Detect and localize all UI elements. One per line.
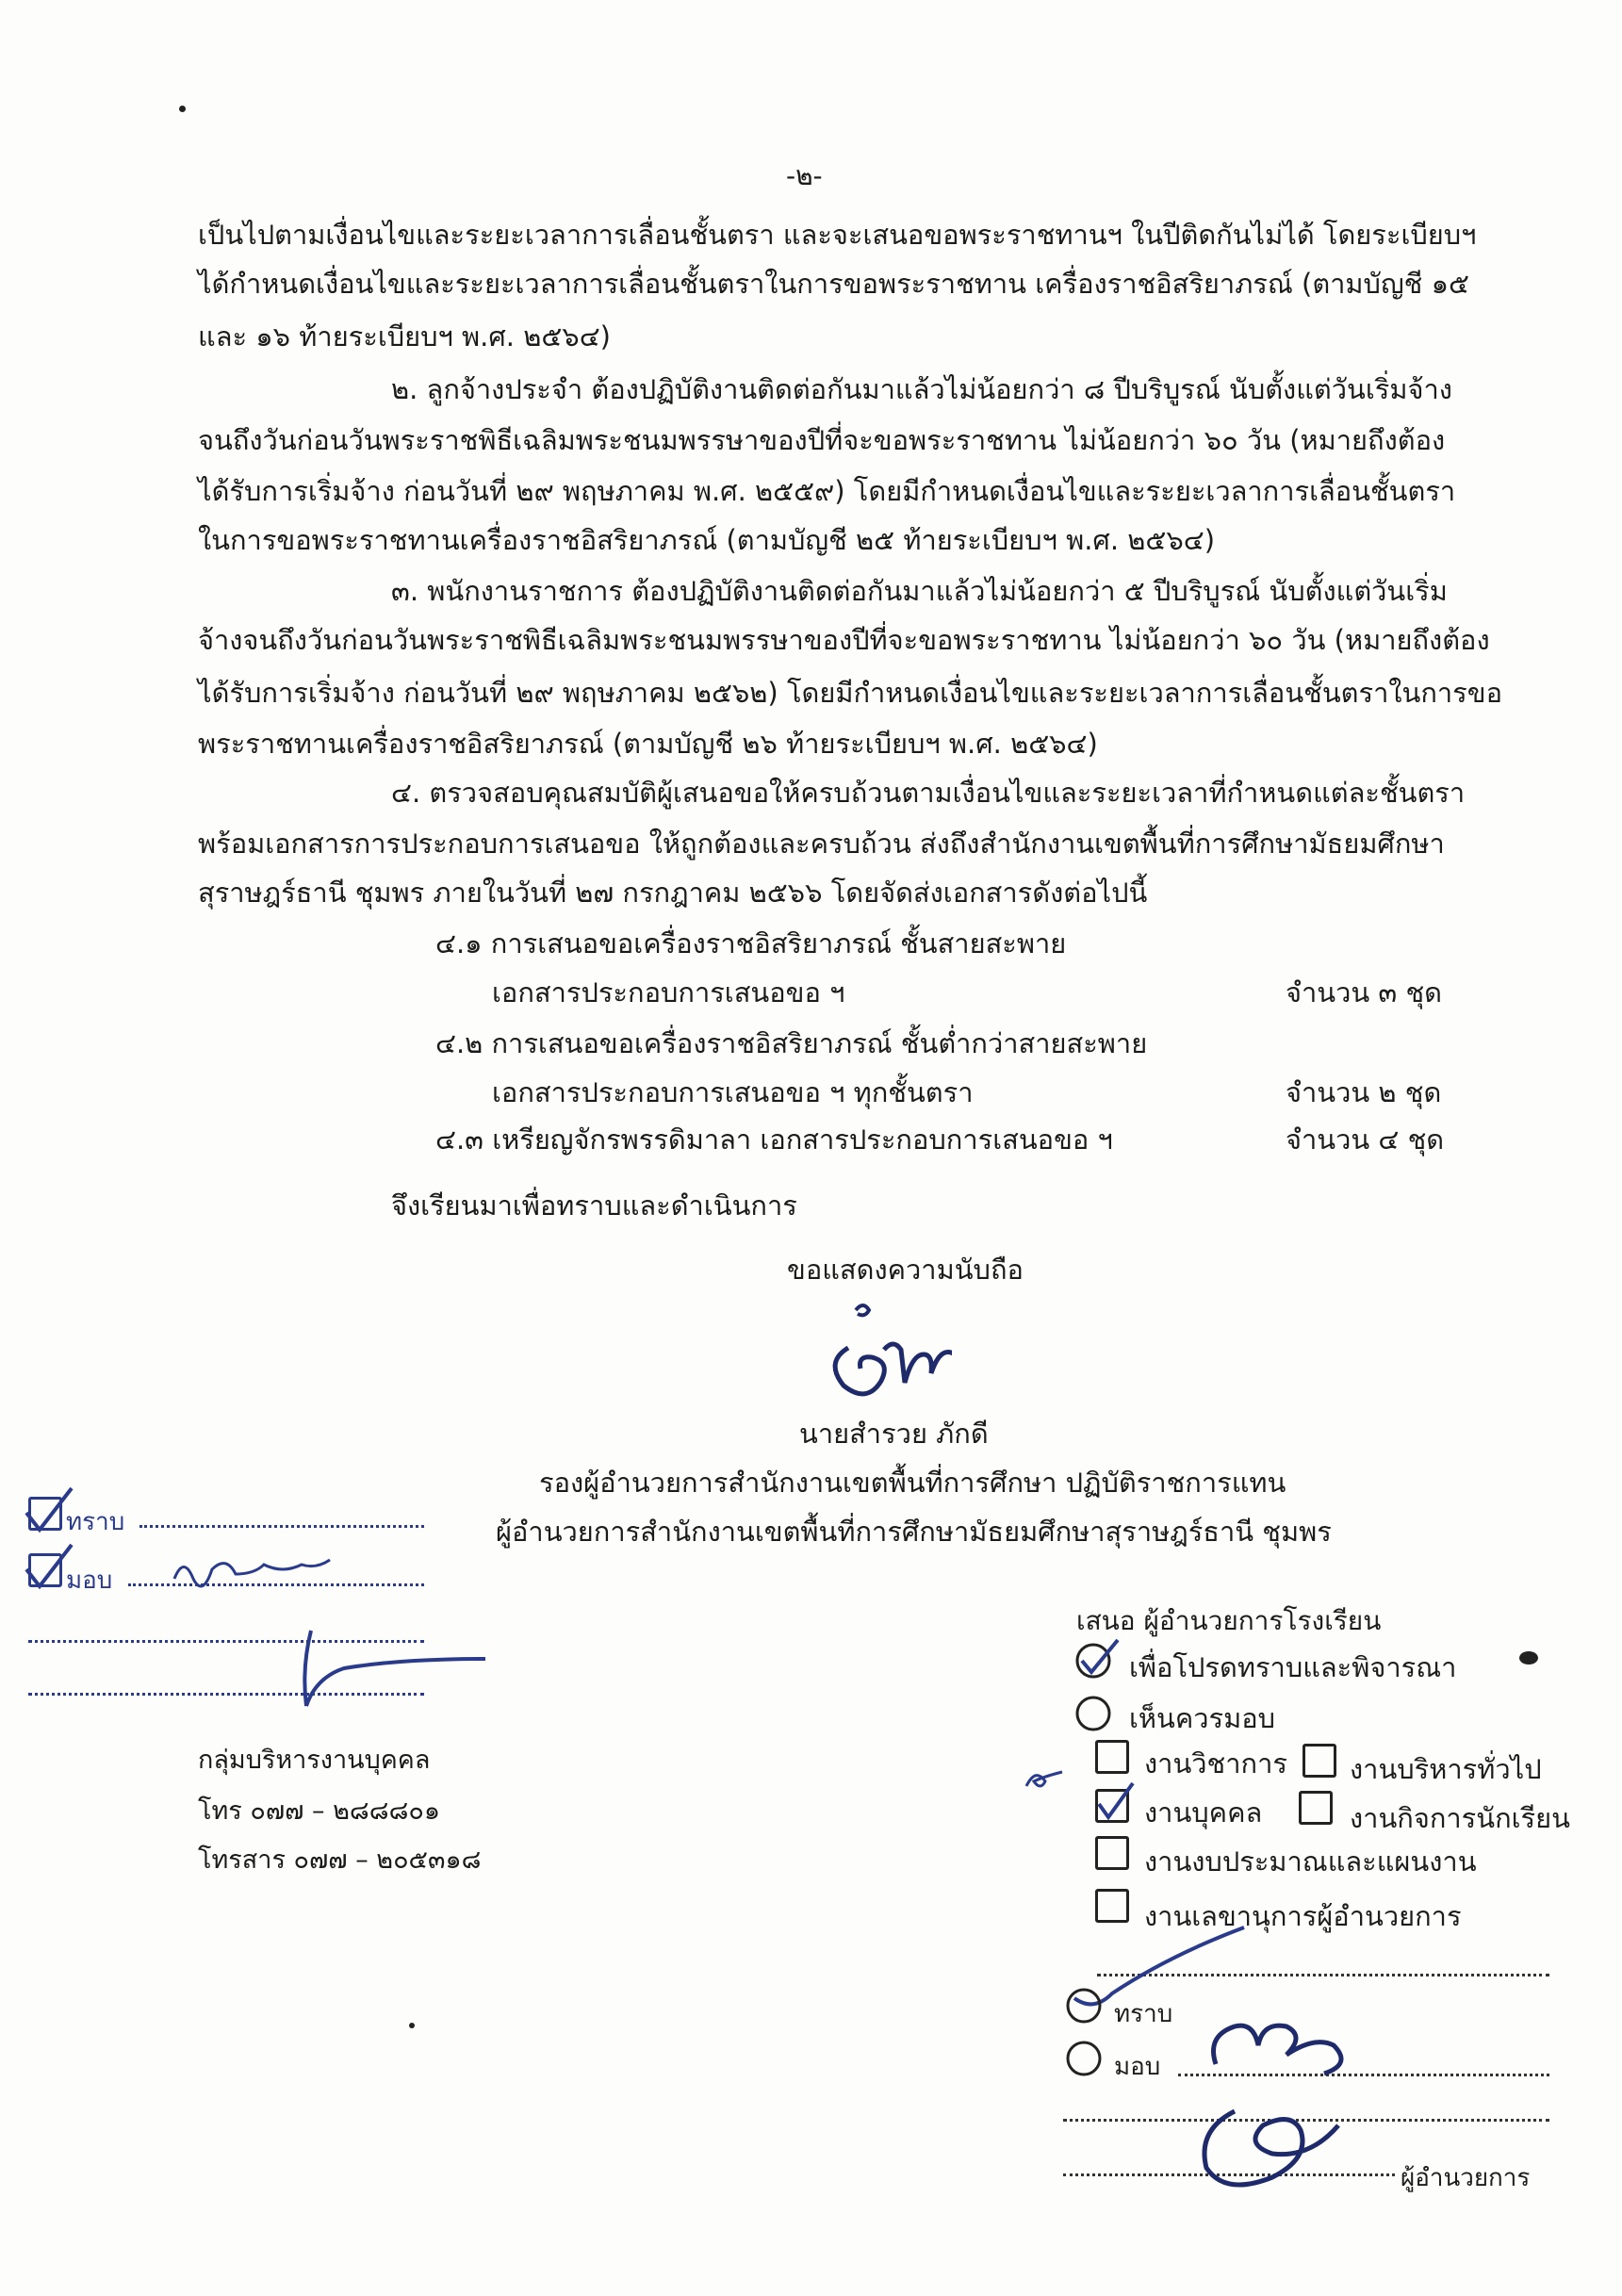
paragraph-line: จนถึงวันก่อนวันพระราชพิธีเฉลิมพระชนมพรรษาของปีที่จะขอพระราชทาน ไม่น้อยกว่า ๖๐ วัน (หมายถึงต้อง — [198, 424, 1446, 456]
checkbox — [1095, 1889, 1129, 1923]
paragraph-line: เป็นไปตามเงื่อนไขและระยะเวลาการเลื่อนชั้นตรา และจะเสนอขอพระราชทานฯ ในปีติดกันไม่ได้ โดยระเบียบฯ — [198, 219, 1477, 251]
dotted-line — [139, 1525, 424, 1528]
signer-position: รองผู้อำนวยการสำนักงานเขตพื้นที่การศึกษา ปฏิบัติราชการแทน — [539, 1467, 1286, 1499]
stamp-assign-label: มอบ — [1114, 2053, 1161, 2081]
paragraph-line: ๒. ลูกจ้างประจำ ต้องปฏิบัติงานติดต่อกันมาแล้วไม่น้อยกว่า ๘ ปีบริบูรณ์ นับตั้งแต่วันเริ่มจ้าง — [391, 373, 1452, 405]
check-icon — [1091, 1778, 1139, 1825]
assign-label: มอบ — [66, 1566, 113, 1595]
stamp-director-label: ผู้อำนวยการ — [1401, 2164, 1531, 2192]
stamp-option: เพื่อโปรดทราบและพิจารณา — [1129, 1651, 1457, 1683]
paragraph-line: ได้รับการเริ่มจ้าง ก่อนวันที่ ๒๙ พฤษภาคม ๒๕๖๒) โดยมีกำหนดเงื่อนไขและระยะเวลาการเลื่อนชั้นตราในการขอ — [198, 677, 1502, 709]
stamp-acknowledge-label: ทราบ — [1114, 2000, 1173, 2028]
paragraph-line: ได้กำหนดเงื่อนไขและระยะเวลาการเลื่อนชั้นตราในการขอพระราชทาน เครื่องราชอิสริยาภรณ์ (ตามบัญชี ๑๕ — [198, 268, 1469, 300]
list-item-title: ๔.๑ การเสนอขอเครื่องราชอิสริยาภรณ์ ชั้นสายสะพาย — [435, 927, 1067, 959]
stamp-category: งานงบประมาณและแผนงาน — [1144, 1845, 1477, 1878]
scan-speck — [179, 106, 186, 112]
signature-image — [811, 1291, 952, 1404]
list-item-doc: เอกสารประกอบการเสนอขอ ฯ ทุกชั้นตรา — [492, 1076, 974, 1108]
signer-position: ผู้อำนวยการสำนักงานเขตพื้นที่การศึกษามัธยมศึกษาสุราษฎร์ธานี ชุมพร — [496, 1516, 1332, 1548]
paragraph-line: ๓. พนักงานราชการ ต้องปฏิบัติงานติดต่อกันมาแล้วไม่น้อยกว่า ๕ ปีบริบูรณ์ นับตั้งแต่วันเริ่ม — [391, 575, 1448, 607]
regards-text: ขอแสดงความนับถือ — [787, 1254, 1024, 1286]
handwriting-scribble — [170, 1546, 358, 1593]
closing-text: จึงเรียนมาเพื่อทราบและดำเนินการ — [391, 1189, 797, 1222]
stamp-category: งานกิจการนักเรียน — [1350, 1802, 1570, 1834]
checkbox — [1303, 1744, 1336, 1778]
stamp-title: เสนอ ผู้อำนวยการโรงเรียน — [1076, 1605, 1382, 1636]
scan-speck — [1519, 1651, 1538, 1665]
list-item-title: ๔.๓ เหรียญจักรพรรดิมาลา เอกสารประกอบการเสนอขอ ฯ — [435, 1123, 1113, 1156]
checkbox — [1095, 1740, 1129, 1774]
contact-group: กลุ่มบริหารงานบุคคล — [198, 1746, 431, 1775]
circle-check-icon — [1074, 1638, 1122, 1681]
paragraph-line: สุราษฎร์ธานี ชุมพร ภายในวันที่ ๒๗ กรกฎาคม ๒๕๖๖ โดยจัดส่งเอกสารดังต่อไปนี้ — [198, 877, 1148, 909]
stamp-category: งานบุคคล — [1144, 1796, 1263, 1829]
list-item-qty: จำนวน ๔ ชุด — [1286, 1123, 1445, 1156]
acknowledge-label: ทราบ — [66, 1508, 125, 1536]
contact-phone: โทร ๐๗๗ – ๒๘๘๘๐๑ — [198, 1796, 441, 1826]
stamp-option: เห็นควรมอบ — [1129, 1702, 1276, 1734]
scan-speck — [409, 2023, 415, 2028]
paragraph-line: และ ๑๖ ท้ายระเบียบฯ พ.ศ. ๒๕๖๔) — [198, 320, 611, 353]
handwriting-mark — [1022, 1763, 1069, 1796]
paragraph-line: พร้อมเอกสารการประกอบการเสนอขอ ให้ถูกต้องและครบถ้วน ส่งถึงสำนักงานเขตพื้นที่การศึกษามัธยมศึกษา — [198, 828, 1445, 860]
list-item-doc: เอกสารประกอบการเสนอขอ ฯ — [492, 976, 845, 1009]
checkbox — [1095, 1836, 1129, 1870]
circle-icon — [1074, 1691, 1122, 1734]
checkbox — [1299, 1791, 1333, 1825]
stamp-category: งานเลขานุการผู้อำนวยการ — [1144, 1900, 1462, 1932]
signer-name: นายสำรวย ภักดี — [799, 1418, 989, 1450]
contact-fax: โทรสาร ๐๗๗ – ๒๐๕๓๑๘ — [198, 1845, 482, 1875]
paragraph-line: จ้างจนถึงวันก่อนวันพระราชพิธีเฉลิมพระชนมพรรษาของปีที่จะขอพระราชทาน ไม่น้อยกว่า ๖๐ วัน (หมายถึงต้อง — [198, 624, 1490, 656]
circle-icon — [1063, 2036, 1110, 2079]
list-item-title: ๔.๒ การเสนอขอเครื่องราชอิสริยาภรณ์ ชั้นต่ำกว่าสายสะพาย — [435, 1027, 1148, 1059]
list-item-qty: จำนวน ๒ ชุด — [1286, 1076, 1442, 1108]
stamp-category: งานบริหารทั่วไป — [1350, 1753, 1542, 1785]
signature-image — [1178, 2008, 1423, 2196]
paragraph-line: ๔. ตรวจสอบคุณสมบัติผู้เสนอขอให้ครบถ้วนตามเงื่อนไขและระยะเวลาที่กำหนดแต่ละชั้นตรา — [391, 777, 1466, 809]
paragraph-line: พระราชทานเครื่องราชอิสริยาภรณ์ (ตามบัญชี ๒๖ ท้ายระเบียบฯ พ.ศ. ๒๕๖๔) — [198, 728, 1098, 760]
stamp-category: งานวิชาการ — [1144, 1747, 1287, 1779]
paragraph-line: ได้รับการเริ่มจ้าง ก่อนวันที่ ๒๙ พฤษภาคม พ.ศ. ๒๕๕๙) โดยมีกำหนดเงื่อนไขและระยะเวลาการเลื่อนชั้นตรา — [198, 475, 1456, 507]
signature-image — [273, 1621, 500, 1725]
circle-icon — [1063, 1983, 1110, 2026]
paragraph-line: ในการขอพระราชทานเครื่องราชอิสริยาภรณ์ (ตามบัญชี ๒๕ ท้ายระเบียบฯ พ.ศ. ๒๕๖๔) — [198, 524, 1216, 556]
list-item-qty: จำนวน ๓ ชุด — [1286, 976, 1442, 1009]
page-number: -๒- — [786, 160, 823, 191]
